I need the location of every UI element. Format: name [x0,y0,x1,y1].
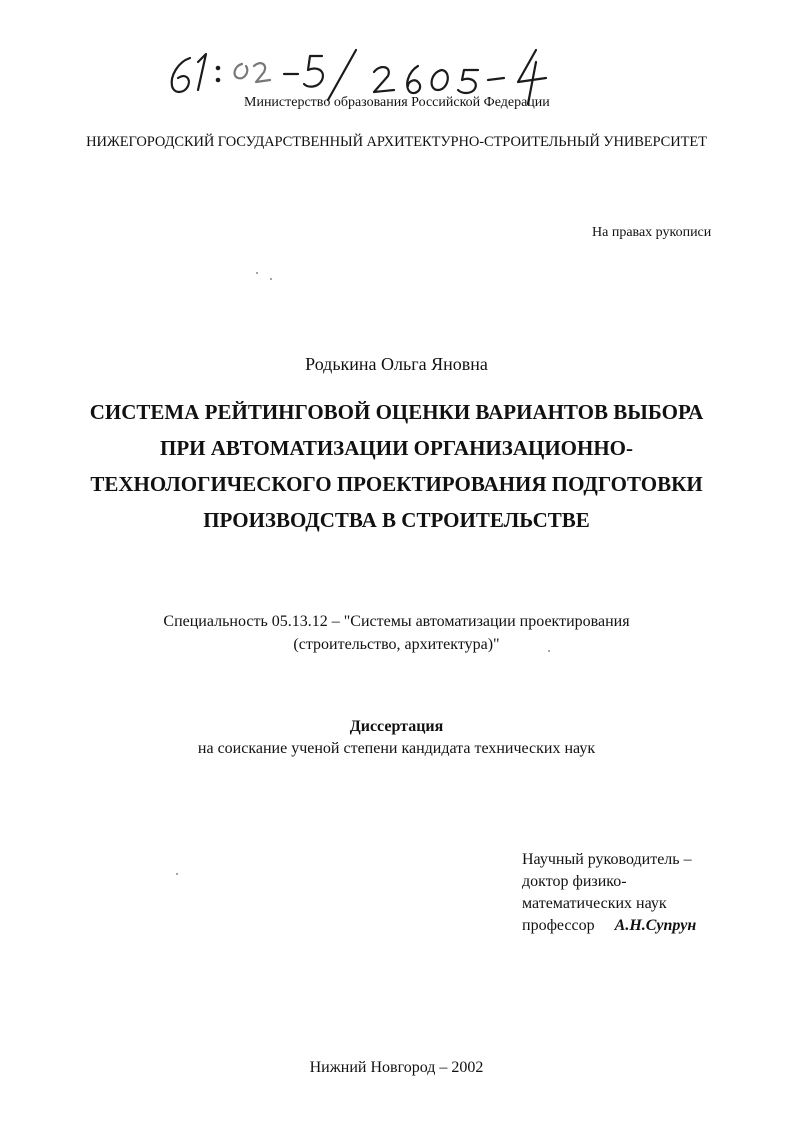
specialty-line: (строительство, архитектура)" [293,636,500,653]
city-year: Нижний Новгород – 2002 [309,1059,484,1076]
supervisor-degree-line2: математических наук [522,895,667,912]
supervisor-name: А.Н.Супрун [614,917,697,934]
ministry-name: Министерство образования Российской Федерации [244,95,550,110]
supervisor-degree-line1: доктор физико- [522,873,627,890]
title-line: СИСТЕМА РЕЙТИНГОВОЙ ОЦЕНКИ ВАРИАНТОВ ВЫБОРА [89,400,704,424]
title-line: ПРОИЗВОДСТВА В СТРОИТЕЛЬСТВЕ [203,508,590,532]
author-name: Родькина Ольга Яновна [305,354,488,374]
supervisor-block [522,849,696,937]
supervisor-position-line [522,915,696,937]
scan-speck [270,278,272,280]
specialty-line: Специальность 05.13.12 – "Системы автоматизации проектирования [163,613,630,630]
specialty [100,610,693,656]
rights-notice: На правах рукописи [592,225,712,240]
dissertation-heading: Диссертация [349,718,444,735]
title-line: ТЕХНОЛОГИЧЕСКОГО ПРОЕКТИРОВАНИЯ ПОДГОТОВКИ [90,472,703,496]
scan-speck [256,272,258,274]
supervisor-position: профессор [522,917,595,934]
dissertation-title [60,394,733,538]
dissertation-degree: на соискание ученой степени кандидата технических наук [197,740,596,757]
university-name: НИЖЕГОРОДСКИЙ ГОСУДАРСТВЕННЫЙ АРХИТЕКТУРНО-СТРОИТЕЛЬНЫЙ УНИВЕРСИТЕТ [86,134,707,150]
supervisor-role: Научный руководитель – [522,851,692,868]
title-line: ПРИ АВТОМАТИЗАЦИИ ОРГАНИЗАЦИОННО- [159,436,633,460]
scan-speck [176,873,178,875]
